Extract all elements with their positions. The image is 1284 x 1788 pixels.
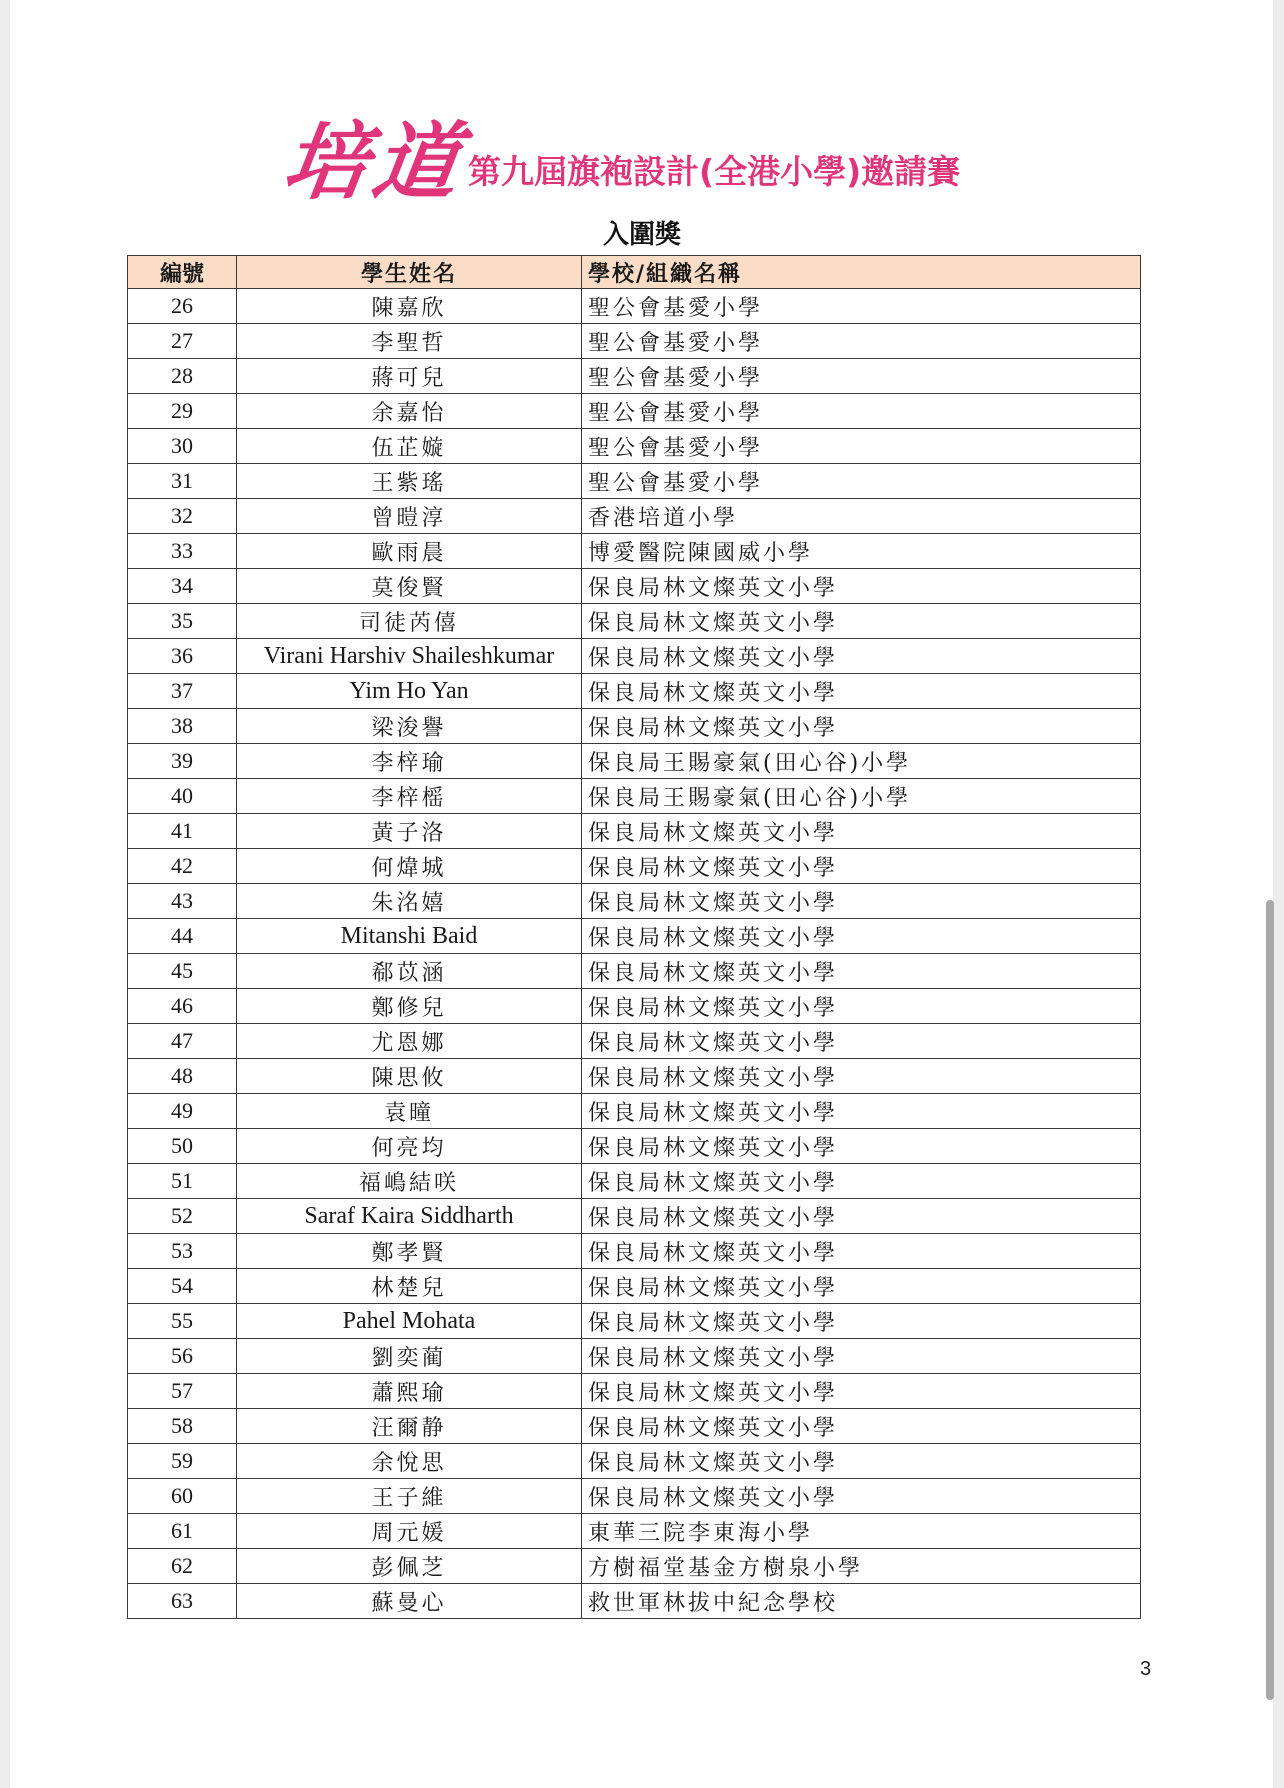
school-name: 保良局林文燦英文小學 <box>582 1024 1141 1059</box>
school-name: 香港培道小學 <box>582 499 1141 534</box>
student-name: 蘇曼心 <box>237 1584 582 1619</box>
entry-number: 62 <box>128 1549 237 1584</box>
table-row <box>128 464 1141 499</box>
page-number: 3 <box>1140 1658 1152 1680</box>
column-header-number: 編號 <box>128 256 237 289</box>
student-name: 莫俊賢 <box>237 569 582 604</box>
student-name: 陳嘉欣 <box>237 289 582 324</box>
entry-number: 45 <box>128 954 237 989</box>
entry-number: 63 <box>128 1584 237 1619</box>
entry-number: 40 <box>128 779 237 814</box>
student-name: 蕭熙瑜 <box>237 1374 582 1409</box>
award-title: 入圍獎 <box>602 220 681 250</box>
table-row <box>128 1409 1141 1444</box>
table-row <box>128 989 1141 1024</box>
student-name: 汪爾静 <box>237 1409 582 1444</box>
table-row <box>128 814 1141 849</box>
entry-number: 32 <box>128 499 237 534</box>
school-name: 保良局林文燦英文小學 <box>582 604 1141 639</box>
table-row <box>128 779 1141 814</box>
entry-number: 48 <box>128 1059 237 1094</box>
entry-number: 53 <box>128 1234 237 1269</box>
entry-number: 58 <box>128 1409 237 1444</box>
school-name: 保良局林文燦英文小學 <box>582 1444 1141 1479</box>
entry-number: 36 <box>128 639 237 674</box>
school-name: 保良局王賜豪氣(田心谷)小學 <box>582 779 1141 814</box>
table-row <box>128 604 1141 639</box>
school-name: 保良局林文燦英文小學 <box>582 1479 1141 1514</box>
entry-number: 38 <box>128 709 237 744</box>
table-row <box>128 954 1141 989</box>
school-name: 聖公會基愛小學 <box>582 429 1141 464</box>
school-name: 保良局林文燦英文小學 <box>582 884 1141 919</box>
student-name: 郗苡涵 <box>237 954 582 989</box>
contest-title: 第九屆旗袍設計(全港小學)邀請賽 <box>468 152 961 191</box>
entry-number: 26 <box>128 289 237 324</box>
table-row <box>128 1059 1141 1094</box>
student-name: 何煒城 <box>237 849 582 884</box>
student-name: 周元媛 <box>237 1514 582 1549</box>
student-name: 司徒芮僖 <box>237 604 582 639</box>
table-row <box>128 569 1141 604</box>
entry-number: 37 <box>128 674 237 709</box>
student-name: 鄭修兒 <box>237 989 582 1024</box>
entry-number: 31 <box>128 464 237 499</box>
entry-number: 42 <box>128 849 237 884</box>
school-name: 救世軍林拔中紀念學校 <box>582 1584 1141 1619</box>
table-row <box>128 919 1141 954</box>
entry-number: 49 <box>128 1094 237 1129</box>
student-name: 余嘉怡 <box>237 394 582 429</box>
school-name: 東華三院李東海小學 <box>582 1514 1141 1549</box>
school-name: 保良局林文燦英文小學 <box>582 989 1141 1024</box>
school-name: 聖公會基愛小學 <box>582 394 1141 429</box>
table-body <box>128 289 1141 1619</box>
table-row <box>128 429 1141 464</box>
student-name: 蔣可兒 <box>237 359 582 394</box>
table-header-row <box>128 256 1141 289</box>
student-name: 鄭孝賢 <box>237 1234 582 1269</box>
school-name: 保良局林文燦英文小學 <box>582 1059 1141 1094</box>
school-name: 聖公會基愛小學 <box>582 324 1141 359</box>
school-name: 保良局林文燦英文小學 <box>582 1409 1141 1444</box>
table-row <box>128 1339 1141 1374</box>
entry-number: 29 <box>128 394 237 429</box>
student-name: 曾暟淳 <box>237 499 582 534</box>
student-name: Virani Harshiv Shaileshkumar <box>237 639 582 674</box>
entry-number: 34 <box>128 569 237 604</box>
school-name: 保良局林文燦英文小學 <box>582 639 1141 674</box>
school-name: 保良局林文燦英文小學 <box>582 954 1141 989</box>
table-row <box>128 1164 1141 1199</box>
entry-number: 55 <box>128 1304 237 1339</box>
school-name: 保良局林文燦英文小學 <box>582 1339 1141 1374</box>
student-name: 李梓榣 <box>237 779 582 814</box>
results-table <box>127 255 1141 1619</box>
student-name: 林楚兒 <box>237 1269 582 1304</box>
school-name: 保良局林文燦英文小學 <box>582 1374 1141 1409</box>
school-name: 保良局王賜豪氣(田心谷)小學 <box>582 744 1141 779</box>
entry-number: 56 <box>128 1339 237 1374</box>
table-row <box>128 289 1141 324</box>
student-name: 彭佩芝 <box>237 1549 582 1584</box>
student-name: 陳思攸 <box>237 1059 582 1094</box>
entry-number: 43 <box>128 884 237 919</box>
table-row <box>128 884 1141 919</box>
table-row <box>128 674 1141 709</box>
student-name: 梁浚譽 <box>237 709 582 744</box>
entry-number: 30 <box>128 429 237 464</box>
student-name: 李聖哲 <box>237 324 582 359</box>
student-name: 黃子洛 <box>237 814 582 849</box>
entry-number: 35 <box>128 604 237 639</box>
table-row <box>128 1269 1141 1304</box>
logo-text: 培道 <box>277 112 472 211</box>
student-name: 劉奕蔺 <box>237 1339 582 1374</box>
school-name: 保良局林文燦英文小學 <box>582 1304 1141 1339</box>
school-name: 保良局林文燦英文小學 <box>582 1234 1141 1269</box>
student-name: Pahel Mohata <box>237 1304 582 1339</box>
table-row <box>128 1444 1141 1479</box>
entry-number: 27 <box>128 324 237 359</box>
table-row <box>128 744 1141 779</box>
table-row <box>128 1374 1141 1409</box>
entry-number: 57 <box>128 1374 237 1409</box>
school-name: 保良局林文燦英文小學 <box>582 814 1141 849</box>
school-name: 保良局林文燦英文小學 <box>582 709 1141 744</box>
student-name: Mitanshi Baid <box>237 919 582 954</box>
table-row <box>128 1234 1141 1269</box>
entry-number: 47 <box>128 1024 237 1059</box>
school-name: 保良局林文燦英文小學 <box>582 1129 1141 1164</box>
entry-number: 61 <box>128 1514 237 1549</box>
school-name: 保良局林文燦英文小學 <box>582 1164 1141 1199</box>
table-row <box>128 639 1141 674</box>
student-name: Yim Ho Yan <box>237 674 582 709</box>
table-row <box>128 1129 1141 1164</box>
entry-number: 44 <box>128 919 237 954</box>
school-name: 保良局林文燦英文小學 <box>582 849 1141 884</box>
table-row <box>128 1199 1141 1234</box>
student-name: 尤恩娜 <box>237 1024 582 1059</box>
school-name: 保良局林文燦英文小學 <box>582 1269 1141 1304</box>
student-name: 朱洺嬉 <box>237 884 582 919</box>
student-name: 何亮均 <box>237 1129 582 1164</box>
student-name: Saraf Kaira Siddharth <box>237 1199 582 1234</box>
entry-number: 39 <box>128 744 237 779</box>
table-row <box>128 1549 1141 1584</box>
school-name: 保良局林文燦英文小學 <box>582 1199 1141 1234</box>
school-name: 保良局林文燦英文小學 <box>582 674 1141 709</box>
entry-number: 60 <box>128 1479 237 1514</box>
school-name: 方樹福堂基金方樹泉小學 <box>582 1549 1141 1584</box>
table-row <box>128 359 1141 394</box>
entry-number: 33 <box>128 534 237 569</box>
student-name: 歐雨晨 <box>237 534 582 569</box>
table-row <box>128 1479 1141 1514</box>
student-name: 福嶋結咲 <box>237 1164 582 1199</box>
school-name: 博愛醫院陳國威小學 <box>582 534 1141 569</box>
table-row <box>128 499 1141 534</box>
table-row <box>128 1304 1141 1339</box>
column-header-school: 學校/組織名稱 <box>582 256 1141 289</box>
student-name: 袁曈 <box>237 1094 582 1129</box>
table-row <box>128 1024 1141 1059</box>
entry-number: 46 <box>128 989 237 1024</box>
student-name: 王紫瑤 <box>237 464 582 499</box>
entry-number: 51 <box>128 1164 237 1199</box>
student-name: 余悅思 <box>237 1444 582 1479</box>
pui-to-logo <box>277 108 500 218</box>
table-row <box>128 394 1141 429</box>
entry-number: 59 <box>128 1444 237 1479</box>
table-row <box>128 709 1141 744</box>
entry-number: 28 <box>128 359 237 394</box>
entry-number: 50 <box>128 1129 237 1164</box>
entry-number: 54 <box>128 1269 237 1304</box>
school-name: 保良局林文燦英文小學 <box>582 569 1141 604</box>
table-row <box>128 849 1141 884</box>
school-name: 聖公會基愛小學 <box>582 359 1141 394</box>
entry-number: 52 <box>128 1199 237 1234</box>
table-row <box>128 534 1141 569</box>
table-row <box>128 1514 1141 1549</box>
student-name: 李梓瑜 <box>237 744 582 779</box>
scrollbar-thumb[interactable] <box>1266 900 1274 1700</box>
school-name: 聖公會基愛小學 <box>582 289 1141 324</box>
student-name: 伍芷嫙 <box>237 429 582 464</box>
table-row <box>128 324 1141 359</box>
table-row <box>128 1584 1141 1619</box>
table-row <box>128 1094 1141 1129</box>
school-name: 聖公會基愛小學 <box>582 464 1141 499</box>
column-header-student-name: 學生姓名 <box>237 256 582 289</box>
entry-number: 41 <box>128 814 237 849</box>
school-name: 保良局林文燦英文小學 <box>582 1094 1141 1129</box>
student-name: 王子維 <box>237 1479 582 1514</box>
school-name: 保良局林文燦英文小學 <box>582 919 1141 954</box>
document-header <box>0 108 1284 218</box>
